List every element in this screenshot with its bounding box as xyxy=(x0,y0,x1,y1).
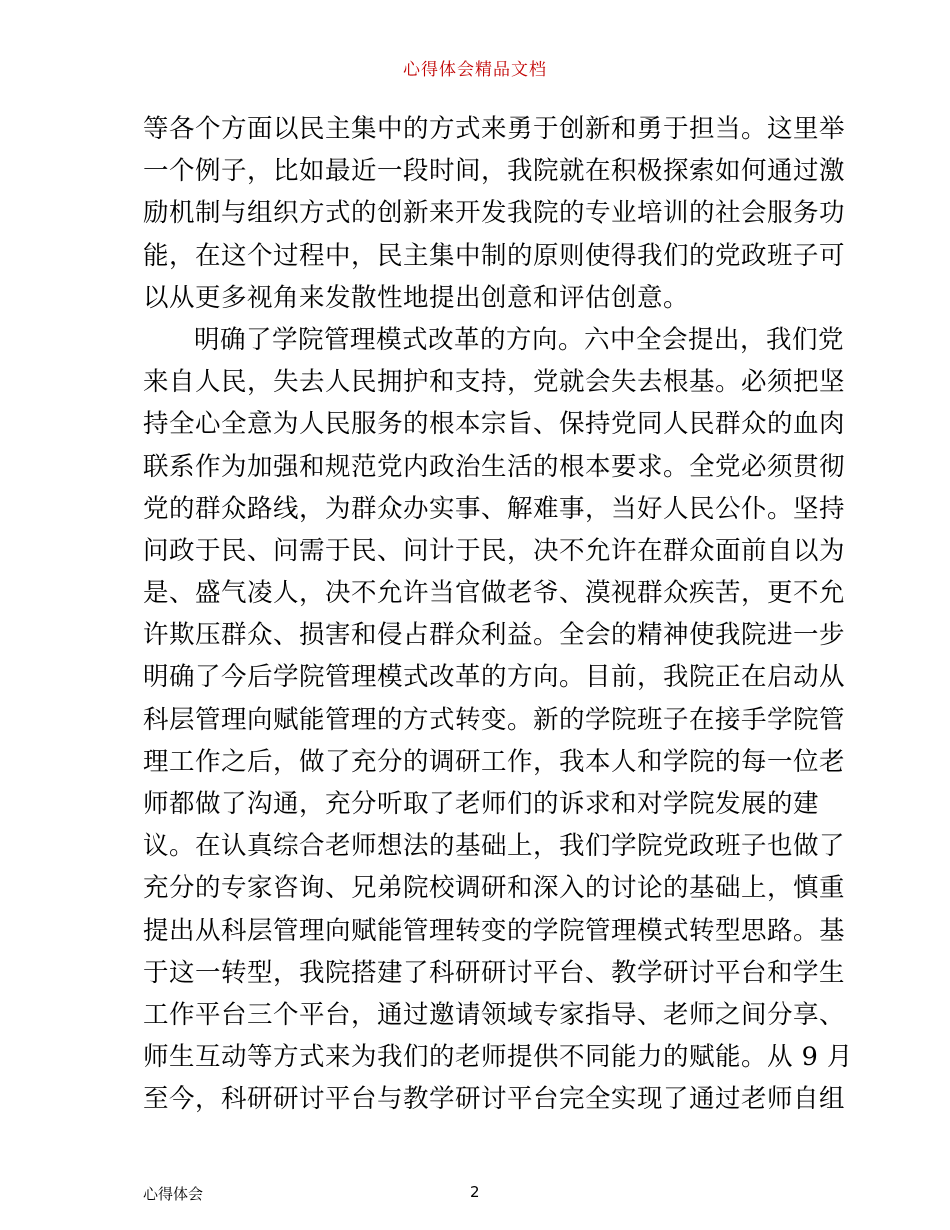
body-line: 以从更多视角来发散性地提出创意和评估创意。 xyxy=(143,282,690,313)
body-line: 来自人民，失去人民拥护和支持，党就会失去根基。必须把坚 xyxy=(143,367,846,398)
body-line: 问政于民、问需于民、问计于民，决不允许在群众面前自以为 xyxy=(143,535,846,566)
body-line: 党的群众路线，为群众办实事、解难事，当好人民公仆。坚持 xyxy=(143,493,846,524)
paragraph-first-line: 明确了学院管理模式改革的方向。六中全会提出，我们党 xyxy=(194,324,845,355)
body-line: 提出从科层管理向赋能管理转变的学院管理模式转型思路。基 xyxy=(143,915,846,946)
body-line: 是、盛气凌人，决不允许当官做老爷、漠视群众疾苦，更不允 xyxy=(143,578,846,609)
page-header-title: 心得体会精品文档 xyxy=(403,60,547,80)
body-line: 至今，科研研讨平台与教学研讨平台完全实现了通过老师自组 xyxy=(143,1084,846,1115)
body-line: 议。在认真综合老师想法的基础上，我们学院党政班子也做了 xyxy=(143,831,846,862)
body-line: 工作平台三个平台，通过邀请领域专家指导、老师之间分享、 xyxy=(143,999,846,1030)
document-body xyxy=(143,108,853,1121)
body-line: 于这一转型，我院搭建了科研研讨平台、教学研讨平台和学生 xyxy=(143,957,846,988)
body-line: 充分的专家咨询、兄弟院校调研和深入的讨论的基础上，慎重 xyxy=(143,873,846,904)
body-line: 师生互动等方式来为我们的老师提供不同能力的赋能。从 9 月 xyxy=(143,1042,853,1073)
footer-label: 心得体会 xyxy=(143,1185,204,1203)
body-line: 许欺压群众、损害和侵占群众利益。全会的精神使我院进一步 xyxy=(143,620,846,651)
body-line: 联系作为加强和规范党内政治生活的根本要求。全党必须贯彻 xyxy=(143,451,846,482)
body-line: 励机制与组织方式的创新来开发我院的专业培训的社会服务功 xyxy=(143,198,846,229)
body-line: 明确了今后学院管理模式改革的方向。目前，我院正在启动从 xyxy=(143,662,846,693)
body-line: 持全心全意为人民服务的根本宗旨、保持党同人民群众的血肉 xyxy=(143,409,846,440)
page-number: 2 xyxy=(470,1183,480,1201)
body-line: 师都做了沟通，充分听取了老师们的诉求和对学院发展的建 xyxy=(143,789,820,819)
body-line: 理工作之后，做了充分的调研工作，我本人和学院的每一位老 xyxy=(143,746,846,777)
body-line: 一个例子，比如最近一段时间，我院就在积极探索如何通过激 xyxy=(143,156,846,187)
body-line: 科层管理向赋能管理的方式转变。新的学院班子在接手学院管 xyxy=(143,704,846,735)
body-line: 等各个方面以民主集中的方式来勇于创新和勇于担当。这里举 xyxy=(143,114,846,144)
body-line: 能，在这个过程中，民主集中制的原则使得我们的党政班子可 xyxy=(143,240,846,271)
